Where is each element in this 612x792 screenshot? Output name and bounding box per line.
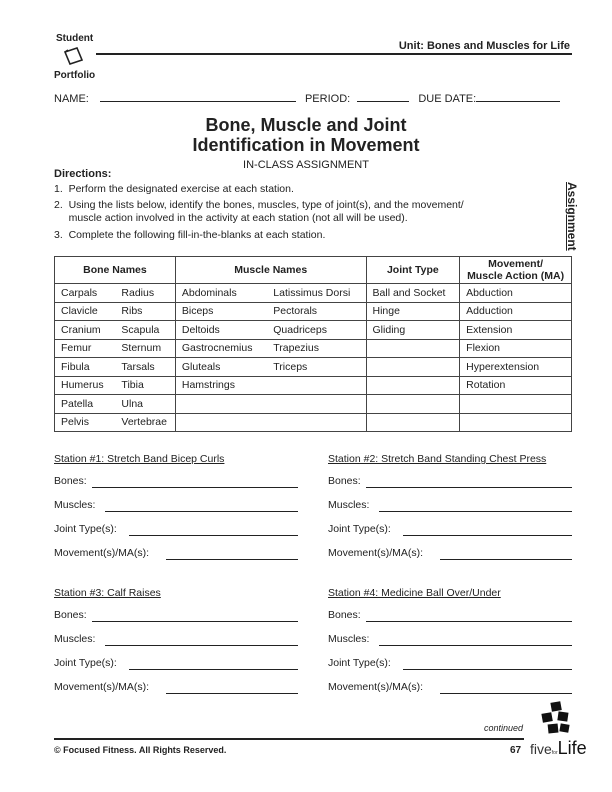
table-cell: Tarsals <box>115 358 175 377</box>
field-label: Bones: <box>328 609 361 621</box>
directions-step: 2. Using the lists below, identify the bones, muscles, type of joint(s), and the movement/ <box>54 199 464 211</box>
table-cell: Rotation <box>460 376 572 395</box>
page-title-line2: Identification in Movement <box>192 135 420 155</box>
table-cell: Clavicle <box>55 302 116 321</box>
directions-step: muscle action involved in the activity at each station (not all will be used). <box>54 212 408 224</box>
answer-line[interactable] <box>379 511 572 512</box>
assignment-side-tab: Assignment <box>565 182 579 251</box>
table-cell: Triceps <box>267 358 366 377</box>
table-cell: Vertebrae <box>115 413 175 432</box>
field-label: Joint Type(s): <box>328 523 391 535</box>
station-title: Station #4: Medicine Ball Over/Under <box>328 587 501 599</box>
page-title-line1: Bone, Muscle and Joint <box>205 115 407 135</box>
table-row <box>55 321 572 340</box>
station-field-muscles <box>328 499 572 513</box>
table-cell: Radius <box>115 284 175 303</box>
station-title: Station #3: Calf Raises <box>54 587 161 599</box>
header-movement-line2: Muscle Action (MA) <box>467 270 565 282</box>
table-cell <box>267 376 366 395</box>
station-field-muscles <box>54 633 298 647</box>
table-cell <box>366 395 460 414</box>
header-joint-type: Joint Type <box>366 257 460 284</box>
table-cell: Extension <box>460 321 572 340</box>
field-label: Joint Type(s): <box>328 657 391 669</box>
directions-heading: Directions: <box>54 168 112 180</box>
unit-title: Unit: Bones and Muscles for Life <box>398 40 570 52</box>
table-row <box>55 339 572 358</box>
directions-step: 3. Complete the following fill-in-the-blanks at each station. <box>54 229 326 241</box>
logo-life: Life <box>557 738 587 758</box>
answer-line[interactable] <box>129 669 298 670</box>
table-cell: Gastrocnemius <box>175 339 267 358</box>
table-row <box>55 302 572 321</box>
name-label: NAME: <box>54 93 89 105</box>
field-label: Muscles: <box>54 633 96 645</box>
header-rule <box>96 53 572 55</box>
table-cell <box>175 395 267 414</box>
table-cell: Deltoids <box>175 321 267 340</box>
table-cell: Hinge <box>366 302 460 321</box>
answer-line[interactable] <box>92 621 298 622</box>
portfolio-label-bottom: Portfolio <box>54 70 96 81</box>
answer-line[interactable] <box>166 693 298 694</box>
logo-five: five <box>530 741 552 757</box>
station-field-joint <box>328 523 572 537</box>
table-cell: Pelvis <box>55 413 116 432</box>
field-label: Joint Type(s): <box>54 523 117 535</box>
table-row <box>55 413 572 432</box>
field-label: Joint Type(s): <box>54 657 117 669</box>
station-field-bones <box>328 609 572 623</box>
continued-note: continued <box>484 723 524 733</box>
table-cell <box>460 395 572 414</box>
table-cell: Patella <box>55 395 116 414</box>
station-field-bones <box>328 475 572 489</box>
answer-line[interactable] <box>92 487 298 488</box>
station-title: Station #1: Stretch Band Bicep Curls <box>54 453 225 465</box>
copyright-text: © Focused Fitness. All Rights Reserved. <box>54 745 227 755</box>
table-cell: Carpals <box>55 284 116 303</box>
table-cell: Humerus <box>55 376 116 395</box>
due-date-label: DUE DATE: <box>418 93 477 105</box>
answer-line[interactable] <box>440 693 572 694</box>
station-title: Station #2: Stretch Band Standing Chest Press <box>328 453 547 465</box>
header-bone-names: Bone Names <box>55 257 176 284</box>
portfolio-label-top: Student <box>56 33 94 44</box>
due-date-field[interactable] <box>476 101 560 102</box>
table-cell <box>460 413 572 432</box>
header-movement <box>460 257 572 284</box>
station-field-movement <box>328 681 572 695</box>
answer-line[interactable] <box>403 535 572 536</box>
answer-line[interactable] <box>440 559 572 560</box>
table-cell: Flexion <box>460 339 572 358</box>
station-field-movement <box>54 547 298 561</box>
table-cell: Abdominals <box>175 284 267 303</box>
table-cell: Abduction <box>460 284 572 303</box>
table-row <box>55 284 572 303</box>
field-label: Movement(s)/MA(s): <box>328 681 424 693</box>
station-field-muscles <box>54 499 298 513</box>
table-cell: Trapezius <box>267 339 366 358</box>
station-field-movement <box>328 547 572 561</box>
field-label: Movement(s)/MA(s): <box>54 681 150 693</box>
table-cell: Pectorals <box>267 302 366 321</box>
reference-table <box>54 256 572 432</box>
footer-rule <box>54 738 524 740</box>
table-row <box>55 395 572 414</box>
station-field-movement <box>54 681 298 695</box>
table-cell: Femur <box>55 339 116 358</box>
table-cell: Sternum <box>115 339 175 358</box>
page-subtitle: IN-CLASS ASSIGNMENT <box>243 159 369 171</box>
table-row <box>55 376 572 395</box>
five-for-life-logo-icon <box>540 700 572 736</box>
answer-line[interactable] <box>105 645 298 646</box>
five-for-life-logo <box>530 738 587 759</box>
field-label: Muscles: <box>328 499 370 511</box>
answer-line[interactable] <box>366 487 572 488</box>
table-cell: Biceps <box>175 302 267 321</box>
table-cell <box>366 358 460 377</box>
station-field-joint <box>54 523 298 537</box>
field-label: Bones: <box>54 609 87 621</box>
table-cell: Gliding <box>366 321 460 340</box>
field-label: Movement(s)/MA(s): <box>328 547 424 559</box>
table-cell: Ribs <box>115 302 175 321</box>
table-cell <box>175 413 267 432</box>
header-movement-line1: Movement/ <box>488 258 543 270</box>
table-cell: Cranium <box>55 321 116 340</box>
table-cell: Ulna <box>115 395 175 414</box>
field-label: Movement(s)/MA(s): <box>54 547 150 559</box>
station-field-bones <box>54 609 298 623</box>
table-cell <box>366 376 460 395</box>
table-cell: Latissimus Dorsi <box>267 284 366 303</box>
table-cell: Scapula <box>115 321 175 340</box>
field-label: Muscles: <box>328 633 370 645</box>
table-cell: Adduction <box>460 302 572 321</box>
answer-line[interactable] <box>366 621 572 622</box>
table-cell: Gluteals <box>175 358 267 377</box>
answer-line[interactable] <box>403 669 572 670</box>
station-field-joint <box>328 657 572 671</box>
field-label: Bones: <box>328 475 361 487</box>
table-cell <box>267 395 366 414</box>
table-cell: Fibula <box>55 358 116 377</box>
station-field-joint <box>54 657 298 671</box>
table-row <box>55 358 572 377</box>
table-cell: Tibia <box>115 376 175 395</box>
field-label: Muscles: <box>54 499 96 511</box>
table-cell <box>366 413 460 432</box>
answer-line[interactable] <box>105 511 298 512</box>
portfolio-folder-icon <box>62 46 84 66</box>
table-cell: Ball and Socket <box>366 284 460 303</box>
station-field-muscles <box>328 633 572 647</box>
answer-line[interactable] <box>379 645 572 646</box>
name-field[interactable] <box>100 101 296 102</box>
name-row <box>54 93 574 105</box>
table-cell <box>366 339 460 358</box>
field-label: Bones: <box>54 475 87 487</box>
page-number: 67 <box>510 745 522 756</box>
period-field[interactable] <box>357 101 409 102</box>
answer-line[interactable] <box>166 559 298 560</box>
header-muscle-names: Muscle Names <box>175 257 366 284</box>
directions-step: 1. Perform the designated exercise at each station. <box>54 183 294 195</box>
station-field-bones <box>54 475 298 489</box>
table-cell: Hamstrings <box>175 376 267 395</box>
answer-line[interactable] <box>129 535 298 536</box>
logo-for: for <box>551 750 558 756</box>
table-cell: Quadriceps <box>267 321 366 340</box>
period-label: PERIOD: <box>304 93 351 105</box>
table-cell <box>267 413 366 432</box>
table-cell: Hyperextension <box>460 358 572 377</box>
